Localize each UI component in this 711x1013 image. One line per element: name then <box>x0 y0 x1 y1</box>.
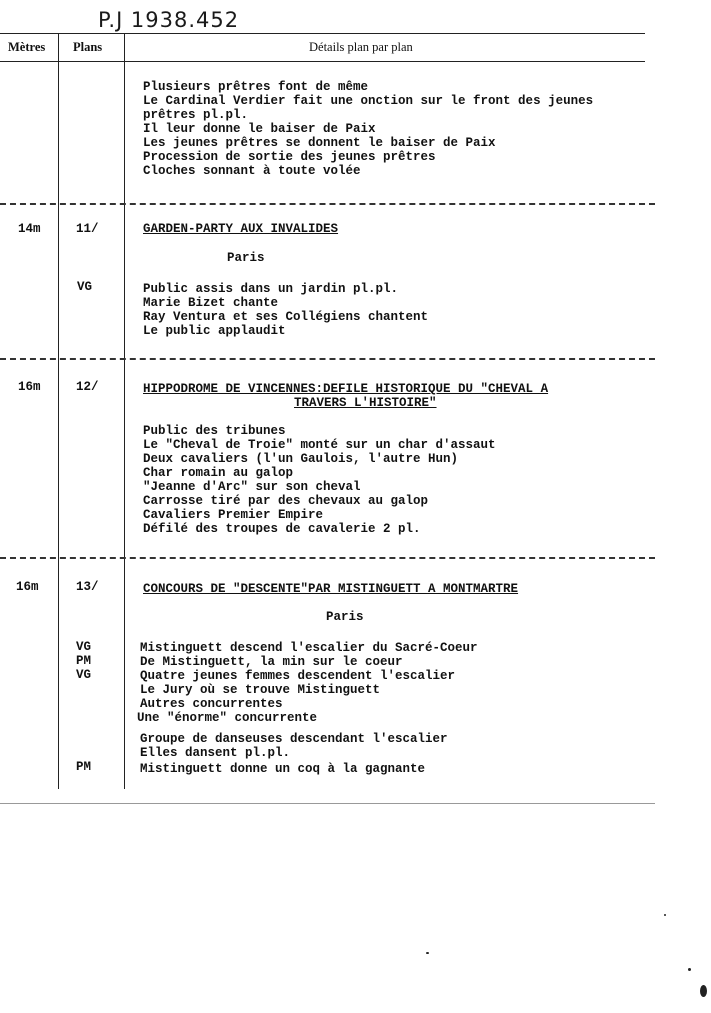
block0-line-4: Il leur donne le baiser de Paix <box>143 122 376 136</box>
block2-plan: 12/ <box>76 380 99 394</box>
header-plans: Plans <box>73 40 103 54</box>
block3-plan-type-1: VG <box>76 640 92 654</box>
top-rule <box>0 33 645 34</box>
block2-line-6: Carrosse tiré par des chevaux au galop <box>143 494 429 508</box>
scan-speck <box>664 914 666 916</box>
block2-line-3: Deux cavaliers (l'un Gaulois, l'autre Hun) <box>143 452 459 466</box>
block0-line-2: Le Cardinal Verdier fait une onction sur le front des jeunes <box>143 94 594 108</box>
column-divider-1 <box>58 33 59 789</box>
block1-plan-type: VG <box>77 280 93 294</box>
block3-line-9: Mistinguett donne un coq à la gagnante <box>140 762 426 776</box>
reference-handwritten: P.J 1938.452 <box>98 8 240 32</box>
block0-line-7: Cloches sonnant à toute volée <box>143 164 361 178</box>
block1-line-3: Ray Ventura et ses Collégiens chantent <box>143 310 429 324</box>
separator-2 <box>0 358 655 360</box>
block3-plan-type-4: PM <box>76 760 92 774</box>
separator-3 <box>0 557 655 559</box>
block2-line-8: Défilé des troupes de cavalerie 2 pl. <box>143 522 421 536</box>
block0-line-6: Procession de sortie des jeunes prêtres <box>143 150 436 164</box>
block1-line-2: Marie Bizet chante <box>143 296 279 310</box>
header-metres: Mètres <box>8 40 46 54</box>
header-rule <box>0 61 645 62</box>
block3-title: CONCOURS DE "DESCENTE"PAR MISTINGUETT A MONTMARTRE <box>143 582 519 596</box>
block1-metres: 14m <box>18 222 41 236</box>
block2-metres: 16m <box>18 380 41 394</box>
scan-speck <box>688 968 691 971</box>
block2-line-4: Char romain au galop <box>143 466 294 480</box>
block3-line-2: De Mistinguett, la min sur le coeur <box>140 655 403 669</box>
block3-line-3: Quatre jeunes femmes descendent l'escalier <box>140 669 456 683</box>
block2-title-line-2: TRAVERS L'HISTOIRE" <box>294 396 437 410</box>
block2-line-7: Cavaliers Premier Empire <box>143 508 324 522</box>
block3-place: Paris <box>326 610 364 624</box>
block3-line-8: Elles dansent pl.pl. <box>140 746 291 760</box>
separator-1 <box>0 203 655 205</box>
block0-line-1: Plusieurs prêtres font de même <box>143 80 369 94</box>
block1-plan: 11/ <box>76 222 99 236</box>
block1-line-1: Public assis dans un jardin pl.pl. <box>143 282 399 296</box>
block3-plan: 13/ <box>76 580 99 594</box>
block3-line-5: Autres concurrentes <box>140 697 283 711</box>
block1-title: GARDEN-PARTY AUX INVALIDES <box>143 222 339 236</box>
block1-line-4: Le public applaudit <box>143 324 286 338</box>
block3-metres: 16m <box>16 580 39 594</box>
block2-title-line-1: HIPPODROME DE VINCENNES:DEFILE HISTORIQUE DU "CHEVAL A <box>143 382 549 396</box>
block2-line-5: "Jeanne d'Arc" sur son cheval <box>143 480 361 494</box>
column-divider-2 <box>124 33 125 789</box>
block3-line-7: Groupe de danseuses descendant l'escalier <box>140 732 448 746</box>
block3-line-4: Le Jury où se trouve Mistinguett <box>140 683 381 697</box>
block3-line-1: Mistinguett descend l'escalier du Sacré-Coeur <box>140 641 478 655</box>
block0-line-5: Les jeunes prêtres se donnent le baiser de Paix <box>143 136 496 150</box>
block0-line-3: prêtres pl.pl. <box>143 108 249 122</box>
block3-plan-type-3: VG <box>76 668 92 682</box>
block3-plan-type-2: PM <box>76 654 92 668</box>
scan-speck <box>426 952 429 954</box>
block2-line-1: Public des tribunes <box>143 424 286 438</box>
block1-place: Paris <box>227 251 265 265</box>
block2-line-2: Le "Cheval de Troie" monté sur un char d'assaut <box>143 438 496 452</box>
block3-line-6: Une "énorme" concurrente <box>137 711 318 725</box>
header-details: Détails plan par plan <box>309 40 413 54</box>
scan-speck <box>700 985 707 997</box>
bottom-rule <box>0 803 655 804</box>
